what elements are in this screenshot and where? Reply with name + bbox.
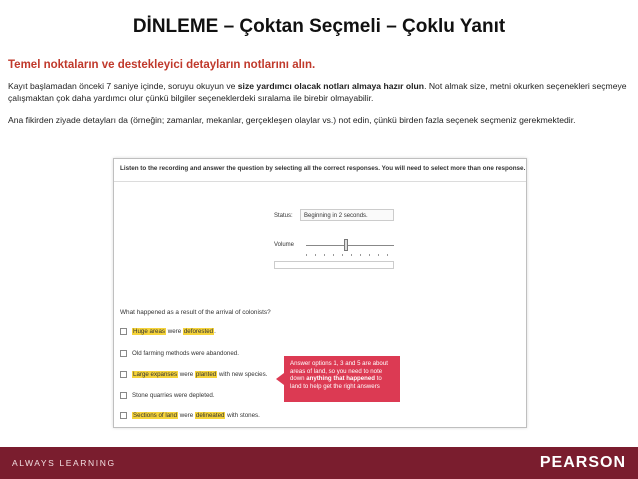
- page-title: DİNLEME – Çoktan Seçmeli – Çoklu Yanıt: [132, 16, 506, 37]
- highlighted-phrase: Large expanses: [133, 371, 178, 378]
- option-text: [132, 350, 239, 357]
- checkbox[interactable]: [120, 412, 127, 419]
- divider: [114, 181, 526, 182]
- question-text: What happened as a result of the arrival of colonists?: [120, 309, 271, 316]
- volume-slider-handle[interactable]: [344, 239, 348, 251]
- test-instruction: Listen to the recording and answer the question by selecting all the correct responses. You will need to select more than one response.: [120, 165, 526, 172]
- instruction-paragraph-2: Ana fikirden ziyade detayları da (örneğin; zamanlar, mekanlar, gerçekleşen olaylar vs.) not edin, çünkü birden fazla seçenek seçmeniz gerekmektedir.: [8, 115, 576, 125]
- pearson-logo: PEARSON: [539, 454, 626, 471]
- option-text-part: .: [214, 328, 216, 335]
- test-screenshot: [113, 158, 527, 428]
- checkbox[interactable]: [120, 392, 127, 399]
- p1-text-bold: size yardımcı olacak notları almaya hazır olun: [237, 81, 425, 91]
- answer-option-3[interactable]: [120, 371, 267, 378]
- option-text: [132, 371, 267, 378]
- answer-option-1[interactable]: [120, 328, 216, 335]
- highlighted-phrase: Huge areas: [133, 328, 165, 335]
- option-text: [132, 412, 260, 419]
- option-text-part: Stone quarries were depleted.: [132, 392, 215, 399]
- tip-callout: [284, 356, 400, 402]
- highlighted-phrase: Sections of land: [133, 412, 178, 419]
- option-text-part: with new species.: [217, 371, 268, 378]
- highlighted-phrase: delineated: [195, 412, 225, 419]
- answer-option-2[interactable]: [120, 350, 239, 357]
- instruction-paragraph-1: [8, 81, 632, 104]
- option-text-part: were: [178, 371, 195, 378]
- highlighted-phrase: planted: [195, 371, 217, 378]
- volume-label: Volume: [274, 242, 295, 248]
- volume-slider-track[interactable]: [306, 245, 394, 246]
- option-text-part: were: [178, 412, 195, 419]
- option-text-part: Old farming methods were abandoned.: [132, 350, 239, 357]
- option-text-part: with stones.: [225, 412, 260, 419]
- audio-player: [270, 203, 396, 271]
- option-text: [132, 392, 215, 399]
- answer-option-5[interactable]: [120, 412, 260, 419]
- p1-text-before: Kayıt başlamadan önceki 7 saniye içinde, soruyu okuyun ve: [8, 81, 238, 91]
- checkbox[interactable]: [120, 328, 127, 335]
- callout-text-bold: anything that happened: [306, 375, 375, 383]
- checkbox[interactable]: [120, 350, 127, 357]
- p1-text-after: . Not almak size, metni okurken seçenekleri seçmeye çalışmaktan çok daha yardımcı olur çünkü bilgiler seçeneklerdeki sıralama ile birebir olmayabilir.: [8, 81, 627, 103]
- callout-text-before: Answer options 1, 3 and 5 are about areas of land, so you need to note down: [290, 360, 388, 383]
- status-label: Status:: [274, 213, 293, 219]
- option-text-part: were: [166, 328, 183, 335]
- playback-progress-bar: [274, 261, 394, 269]
- checkbox[interactable]: [120, 371, 127, 378]
- page-subtitle: Temel noktaların ve destekleyici detayların notlarını alın.: [8, 59, 316, 71]
- option-text: [132, 328, 216, 335]
- answer-option-4[interactable]: [120, 392, 215, 399]
- footer-tagline: ALWAYS LEARNING: [12, 458, 116, 468]
- volume-ticks: [306, 254, 394, 256]
- status-value: Beginning in 2 seconds.: [300, 209, 394, 221]
- callout-pointer: [276, 373, 284, 385]
- callout-text-after: to land to help get the right answers: [290, 375, 382, 390]
- footer-bar: [0, 447, 638, 479]
- highlighted-phrase: deforested: [183, 328, 214, 335]
